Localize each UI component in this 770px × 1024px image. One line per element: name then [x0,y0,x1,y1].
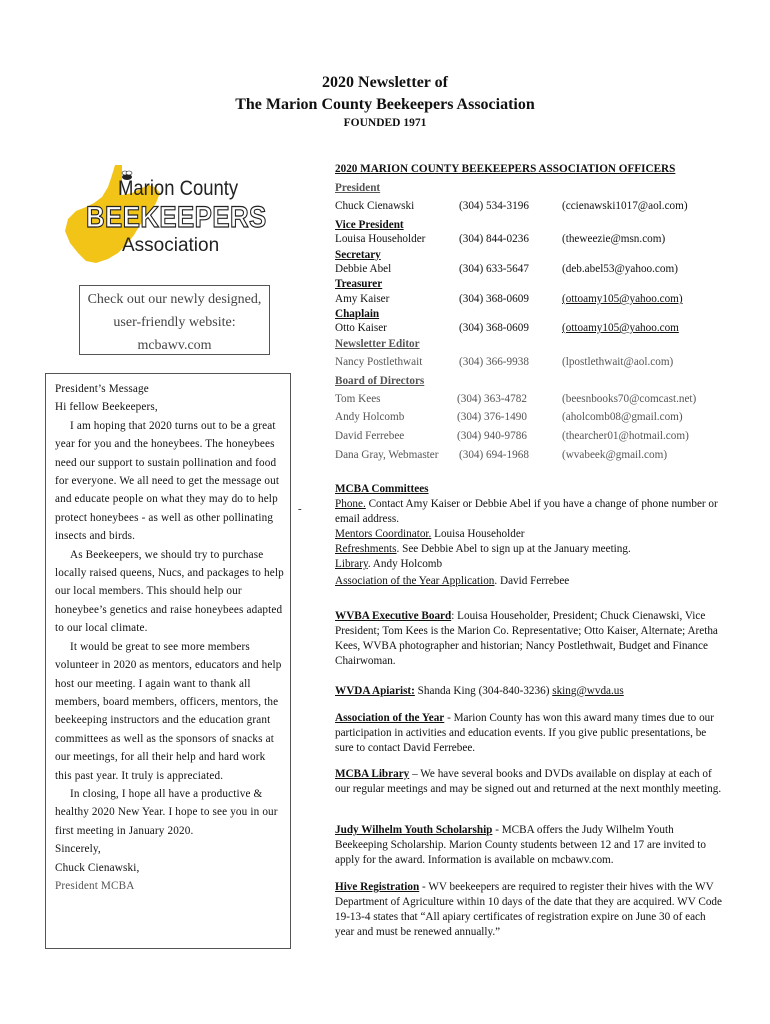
officer-email[interactable]: (ccienawski1017@aol.com) [562,200,688,212]
committee-text: . David Ferrebee [494,575,570,587]
newsletter-title-line1: 2020 Newsletter of [322,74,448,91]
committee-label: Library [335,558,368,570]
board-member-phone: (304) 940-9786 [457,430,527,442]
aoy-label: Association of the Year [335,712,445,724]
committee-label: Phone. [335,498,366,510]
wvda-text: Shanda King (304-840-3236) [414,685,553,697]
board-member-name: Tom Kees [335,393,381,405]
officer-phone: (304) 368-0609 [459,322,529,334]
message-greeting: Hi fellow Beekeepers, [55,401,158,414]
role-vice-president: Vice President [335,219,404,231]
board-member-phone: (304) 363-4782 [457,393,527,405]
officer-phone: (304) 534-3196 [459,200,529,212]
officer-name: Chuck Cienawski [335,200,415,212]
committee-label: Association of the Year Application [335,575,495,587]
committees-title: MCBA Committees [335,483,429,495]
logo-text-association: Association [122,235,220,256]
hive-label: Hive Registration [335,881,420,893]
officer-email[interactable]: (theweezie@msn.com) [562,233,666,245]
logo-text-beekeepers: BEEKEEPERS [86,201,267,234]
officer-phone: (304) 366-9938 [459,356,529,368]
message-signature-title: President MCBA [55,879,135,892]
role-board-of-directors: Board of Directors [335,375,425,387]
officer-name: Amy Kaiser [335,293,390,305]
message-closing: Sincerely, [55,843,101,856]
committee-label: Mentors Coordinator. [335,528,432,540]
wvba-label: WVBA Executive Board [335,610,452,622]
board-member-email[interactable]: (thearcher01@hotmail.com) [562,430,689,442]
officer-name: Otto Kaiser [335,322,387,334]
board-member-phone: (304) 376-1490 [457,411,527,423]
association-logo [60,163,270,273]
committee-text: Contact Amy Kaiser or Debbie Abel if you have a change of phone number or email address. [335,498,718,525]
newsletter-title-line2: The Marion County Beekeepers Association [235,96,535,113]
officer-email[interactable]: (lpostlethwait@aol.com) [562,356,674,368]
wvda-section [335,684,725,699]
wvba-section [335,609,725,669]
committee-phone [335,497,725,527]
wvda-email[interactable]: sking@wvda.us [552,685,624,697]
role-treasurer: Treasurer [335,278,383,290]
committee-refreshments [335,542,725,557]
logo-text-marion-county: Marion County [118,177,239,200]
committees-section [335,482,725,589]
website-line2: user-friendly website: [113,315,236,330]
officer-phone: (304) 368-0609 [459,293,529,305]
presidents-message-box [45,373,291,949]
committee-text: . See Debbie Abel to sign up at the January meeting. [396,543,631,555]
wvda-label: WVDA Apiarist: [335,685,415,697]
library-section [335,767,725,797]
board-member-name: Dana Gray, Webmaster [335,449,439,461]
officer-name: Nancy Postlethwait [335,356,423,368]
aoy-section [335,711,725,756]
board-member-email[interactable]: (aholcomb08@gmail.com) [562,411,683,423]
board-member-name: David Ferrebee [335,430,405,442]
message-heading: President’s Message [55,383,149,395]
message-paragraph-2: As Beekeepers, we should try to purchase locally raised queens, Nucs, and packages to help our local members. This should help our honeybee’s genetics and raise honeybees adapted to our local climate. [55,548,284,635]
committee-aoy [335,574,725,589]
board-member-name: Andy Holcomb [335,411,405,423]
role-chaplain: Chaplain [335,308,380,320]
committee-label: Refreshments [335,543,397,555]
officer-email[interactable]: (deb.abel53@yahoo.com) [562,263,678,275]
website-line1: Check out our newly designed, [87,292,262,307]
officers-title: 2020 MARION COUNTY BEEKEEPERS ASSOCIATION OFFICERS [335,163,676,175]
aoy-text: - Marion County has won this award many times due to our participation in activities and education events. If you give public presentations, be sure to contact David Ferrebee. [335,712,714,754]
scholarship-label: Judy Wilhelm Youth Scholarship [335,824,493,836]
officer-phone: (304) 844-0236 [459,233,529,245]
board-member-email[interactable]: (beesnbooks70@comcast.net) [562,393,697,405]
library-label: MCBA Library [335,768,410,780]
committee-text: Louisa Householder [431,528,525,540]
library-text: – We have several books and DVDs available on display at each of our regular meetings and may be signed out and returned at the next monthly meeting. [335,768,722,795]
role-president: President [335,182,381,194]
website-callout [79,285,270,355]
board-member-phone: (304) 694-1968 [459,449,529,461]
officer-phone: (304) 633-5647 [459,263,529,275]
scholarship-section [335,823,725,868]
role-secretary: Secretary [335,249,381,261]
committee-mentors [335,527,725,542]
officer-name: Louisa Householder [335,233,426,245]
stray-dash: - [298,503,302,515]
hive-text: - WV beekeepers are required to register their hives with the WV Department of Agriculture within 10 days of the date that they are acquired. WV Code 19-13-4 states that “All apiary certificates of registration expire on June 30 of each year and must be renewed annually.” [335,881,722,938]
scholarship-text: - MCBA offers the Judy Wilhelm Youth Beekeeping Scholarship. Marion County students between 12 and 17 are invited to apply for the award. Information is available on mcbawv.com. [335,824,706,866]
message-paragraph-3: It would be great to see more members volunteer in 2020 as mentors, educators and help host our meeting. I again want to thank all members, board members, officers, mentors, the beekeeping instructors and the education grant committees as well as the sponsors of snacks at our meetings, for all their help and hard work this past year. It truly is appreciated. [55,640,282,782]
role-newsletter-editor: Newsletter Editor [335,338,420,350]
wvba-text: : Louisa Householder, President; Chuck Cienawski, Vice President; Tom Kees is the Marion Co. Representative; Otto Kaiser, Alternate; Aretha Kees, WVBA photographer and historian; Nancy Postlethwait, Budget and Finance Chairwoman. [335,610,718,667]
committee-text: . Andy Holcomb [367,558,443,570]
officer-name: Debbie Abel [335,263,392,275]
message-paragraph-1: I am hoping that 2020 turns out to be a great year for you and the honeybees. The honeybees need our support to sustain pollination and food for everyone. We all need to get the message out and educate people on what they may do to help protect honeybees - as well as other pollinating insects and birds. [55,419,280,543]
hive-registration-section [335,880,725,940]
board-member-email[interactable]: (wvabeek@gmail.com) [562,449,668,461]
officer-email[interactable]: (ottoamy105@yahoo.com [562,322,679,334]
message-paragraph-4: In closing, I hope all have a productive & healthy 2020 New Year. I hope to see you in our first meeting in January 2020. [55,787,278,837]
founded-year: FOUNDED 1971 [343,117,427,129]
message-signature: Chuck Cienawski, [55,861,140,874]
officer-email[interactable]: (ottoamy105@yahoo.com) [562,293,683,305]
website-url[interactable]: mcbawv.com [137,338,212,353]
committee-library [335,557,725,572]
